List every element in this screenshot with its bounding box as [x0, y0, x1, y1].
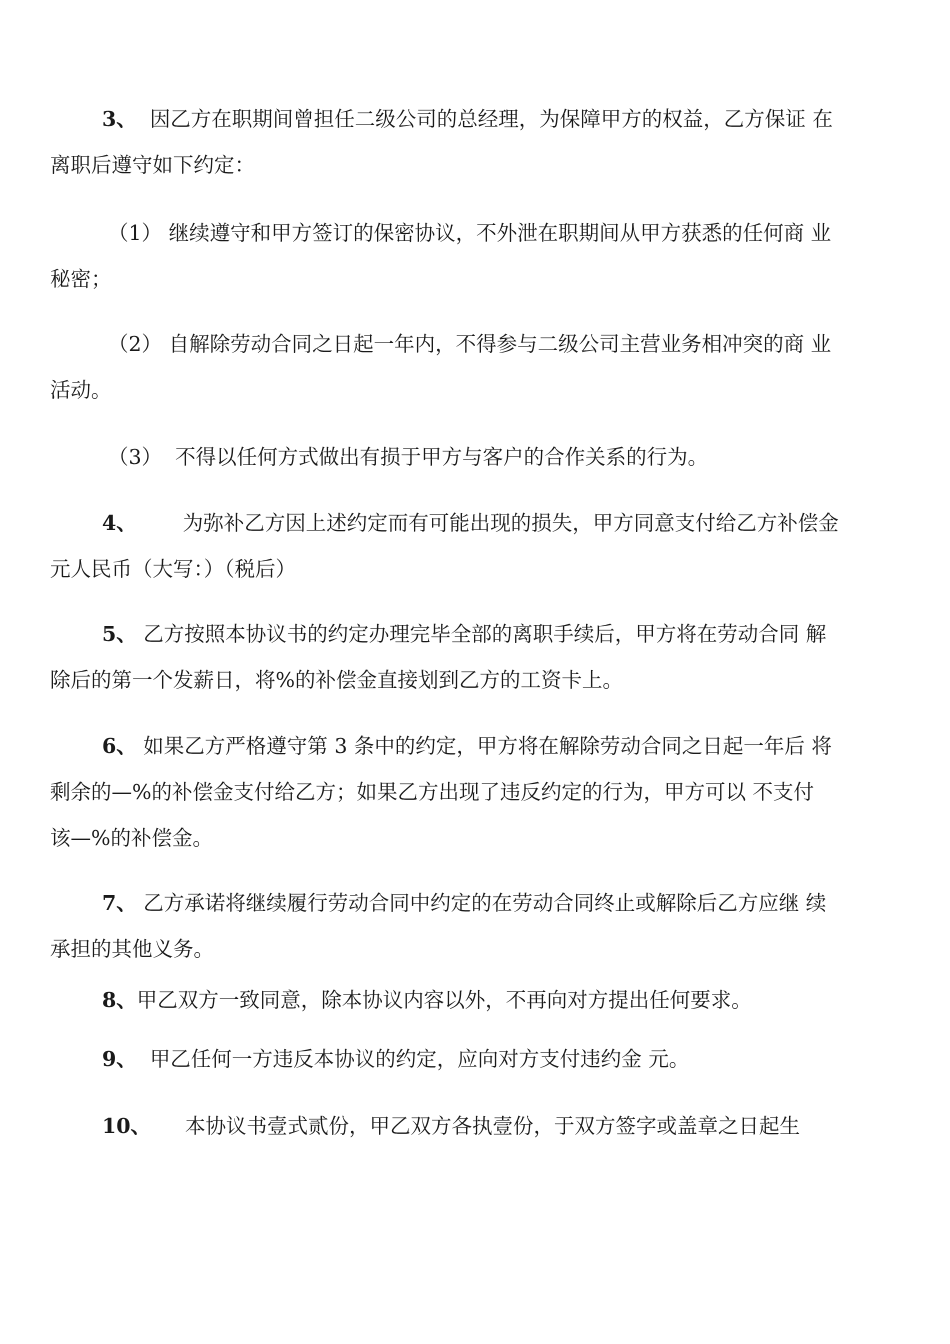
clause-number: 9、	[102, 1047, 137, 1071]
clause-4	[50, 500, 900, 592]
clause-7	[50, 880, 900, 972]
clause-text: 离职后遵守如下约定：	[50, 153, 255, 177]
clause-text: 甲乙任何一方违反本协议的约定，应向对方支付违约金 元。	[149, 1047, 690, 1071]
clause-number: 8、	[102, 988, 137, 1012]
clause-text: 如果乙方严格遵守第 3 条中的约定，甲方将在解除劳动合同之日起一年后 将	[143, 734, 832, 758]
clause-text: 乙方承诺将继续履行劳动合同中约定的在劳动合同终止或解除后乙方应继 续	[143, 891, 827, 915]
clause-text: 为弥补乙方因上述约定而有可能出现的损失，甲方同意支付给乙方补偿金	[182, 511, 839, 535]
clause-3-item-2	[50, 321, 900, 413]
clause-text: 不得以任何方式做出有损于甲方与客户的合作关系的行为。	[175, 445, 709, 469]
clause-number: 7、	[102, 891, 137, 915]
clause-6	[50, 723, 900, 861]
clause-text: 活动。	[50, 378, 112, 402]
clause-9	[50, 1036, 900, 1082]
clause-text: 剩余的—%的补偿金支付给乙方；如果乙方出现了违反约定的行为，甲方可以 不支付	[50, 780, 814, 804]
clause-number: （1）	[108, 221, 163, 245]
clause-text: 乙方按照本协议书的约定办理完毕全部的离职手续后，甲方将在劳动合同 解	[143, 622, 827, 646]
clause-5	[50, 611, 900, 703]
clause-text: 本协议书壹式贰份，甲乙双方各执壹份，于双方签字或盖章之日起生	[185, 1114, 801, 1138]
clause-text: 秘密；	[50, 267, 112, 291]
clause-3-item-3	[50, 434, 900, 480]
clause-8	[50, 977, 900, 1023]
clause-number: 4、	[102, 511, 137, 535]
clause-text: 该—%的补偿金。	[50, 826, 213, 850]
clause-10	[50, 1103, 900, 1149]
clause-number: 6、	[102, 734, 137, 758]
clause-number: 5、	[102, 622, 137, 646]
clause-number: （2）	[108, 332, 163, 356]
clause-3	[50, 96, 900, 188]
clause-number: （3）	[108, 445, 163, 469]
clause-text: 承担的其他义务。	[50, 937, 214, 961]
clause-text: 继续遵守和甲方签订的保密协议，不外泄在职期间从甲方获悉的任何商 业	[168, 221, 832, 245]
clause-text: 元人民币（大写：）（税后）	[50, 557, 296, 581]
clause-text: 甲乙双方一致同意，除本协议内容以外，不再向对方提出任何要求。	[136, 988, 752, 1012]
clause-text: 自解除劳动合同之日起一年内，不得参与二级公司主营业务相冲突的商 业	[168, 332, 832, 356]
clause-number: 10、	[102, 1114, 152, 1138]
clause-3-item-1	[50, 210, 900, 302]
clause-text: 除后的第一个发薪日，将%的补偿金直接划到乙方的工资卡上。	[50, 668, 623, 692]
clause-text: 因乙方在职期间曾担任二级公司的总经理，为保障甲方的权益，乙方保证 在	[149, 107, 833, 131]
clause-number: 3、	[102, 107, 137, 131]
